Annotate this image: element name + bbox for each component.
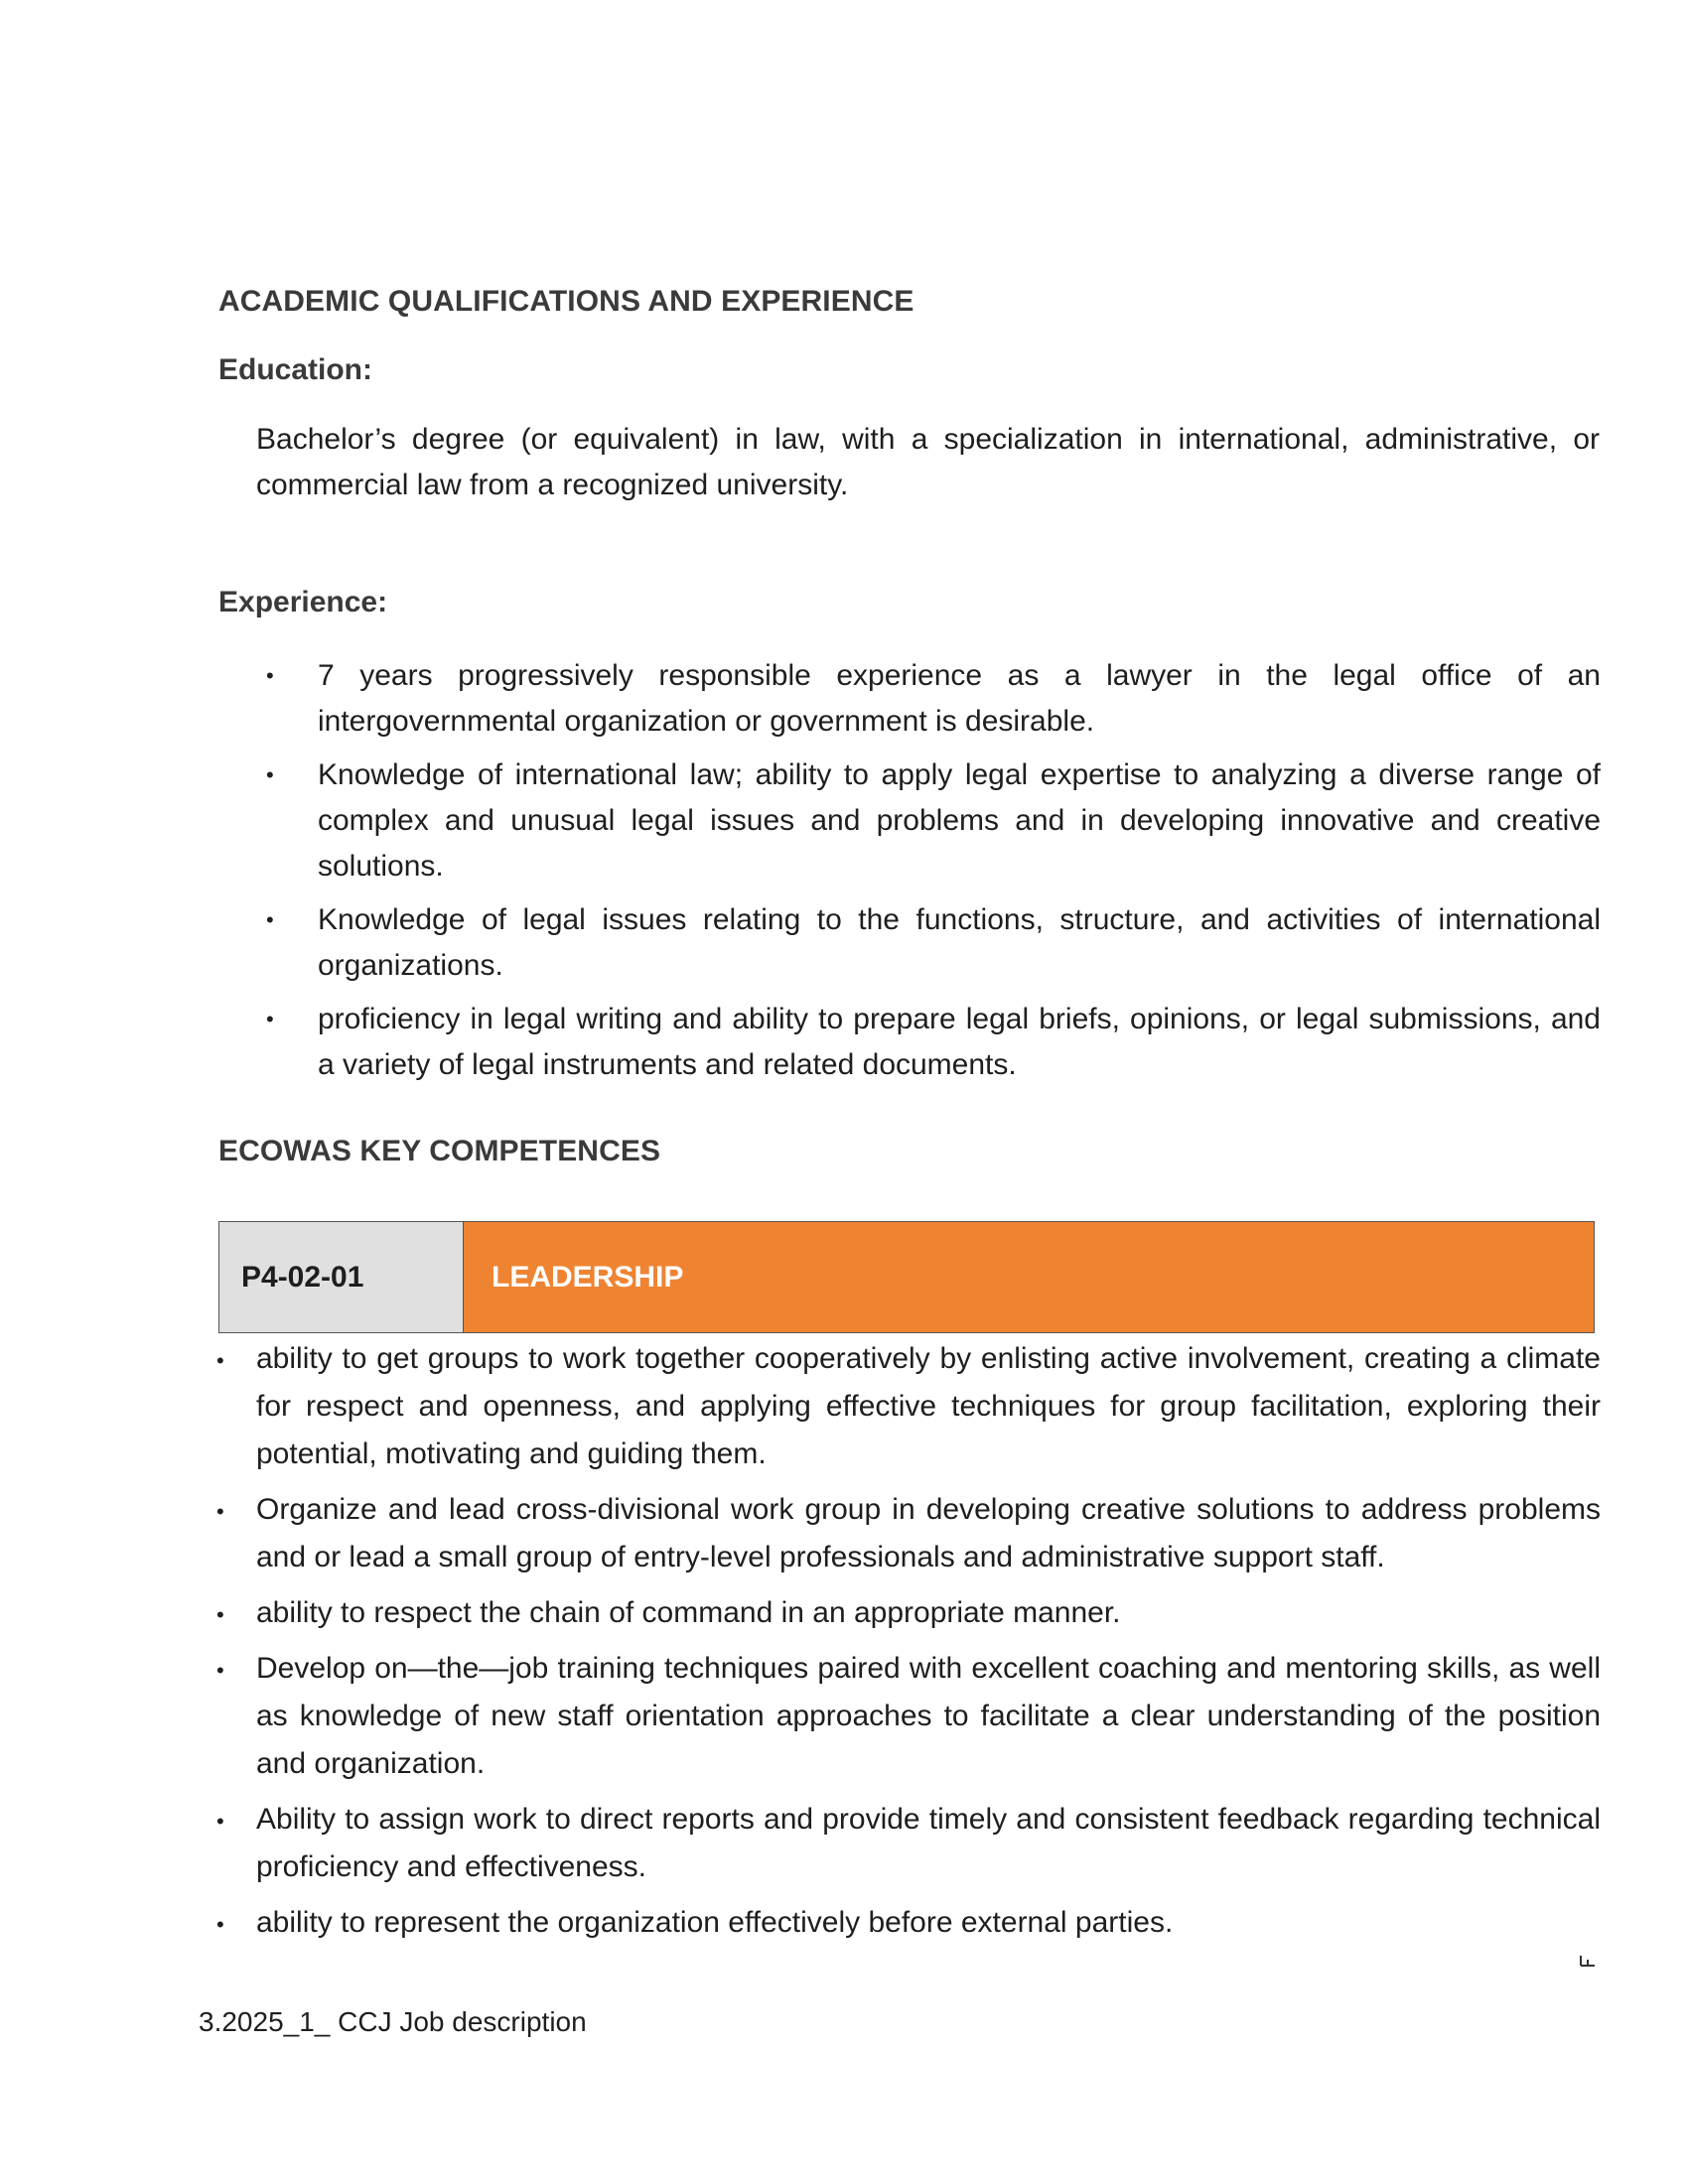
section-heading-academic: ACADEMIC QUALIFICATIONS AND EXPERIENCE [218,285,914,318]
leadership-item-text: ability to represent the organization effectively before external parties. [256,1906,1174,1939]
experience-item [266,897,1601,989]
experience-item-text: proficiency in legal writing and ability to prepare legal briefs, opinions, or legal submissions, and a variety of legal instruments and related documents. [318,1003,1601,1081]
leadership-item [216,1899,1601,1947]
experience-item [266,653,1601,745]
experience-label: Experience: [218,586,388,618]
bullet-icon: • [216,1912,224,1937]
education-text: Bachelor’s degree (or equivalent) in law, with a specialization in international, administrative, or commercial law from a recognized university. [256,423,1600,501]
education-label: Education: [218,353,372,386]
competence-title: LEADERSHIP [464,1222,1594,1332]
leadership-item [216,1589,1601,1637]
experience-item-text: 7 years progressively responsible experience as a lawyer in the legal office of an intergovernmental organization or government is desirable. [318,659,1601,738]
margin-mark-icon [1579,1954,1597,1968]
leadership-list [216,1335,1601,1955]
leadership-item [216,1486,1601,1581]
competence-table [218,1221,1595,1333]
page-footer: 3.2025_1_ CCJ Job description [199,2006,587,2037]
experience-list [266,653,1601,1096]
leadership-item-text: Organize and lead cross-divisional work group in developing creative solutions to address problems and or lead a small group of entry-level professionals and administrative support staff. [256,1493,1601,1573]
section-heading-competences: ECOWAS KEY COMPETENCES [218,1135,661,1167]
bullet-icon: • [266,1007,274,1031]
bullet-icon: • [216,1809,224,1834]
competence-code: P4-02-01 [219,1222,464,1332]
leadership-item-text: Develop on—the—job training techniques paired with excellent coaching and mentoring skills, as well as knowledge of new staff orientation approaches to facilitate a clear understanding of the position and organization. [256,1652,1601,1780]
experience-item-text: Knowledge of international law; ability to apply legal expertise to analyzing a diverse range of complex and unusual legal issues and problems and in developing innovative and creative solutions. [318,758,1601,883]
experience-item [266,997,1601,1088]
experience-item [266,752,1601,889]
leadership-item [216,1796,1601,1891]
bullet-icon: • [216,1499,224,1524]
leadership-item [216,1645,1601,1788]
leadership-item-text: ability to get groups to work together cooperatively by enlisting active involvement, creating a climate for respect and openness, and applying effective techniques for group facilitation, exploring their potential, motivating and guiding them. [256,1342,1601,1470]
bullet-icon: • [266,663,274,688]
leadership-item-text: Ability to assign work to direct reports and provide timely and consistent feedback regarding technical proficiency and effectiveness. [256,1803,1601,1883]
experience-item-text: Knowledge of legal issues relating to the functions, structure, and activities of international organizations. [318,903,1601,982]
bullet-icon: • [216,1348,224,1373]
bullet-icon: • [216,1658,224,1683]
bullet-icon: • [266,907,274,932]
leadership-item-text: ability to respect the chain of command in an appropriate manner. [256,1596,1121,1629]
bullet-icon: • [216,1602,224,1627]
bullet-icon: • [266,762,274,787]
leadership-item [216,1335,1601,1478]
